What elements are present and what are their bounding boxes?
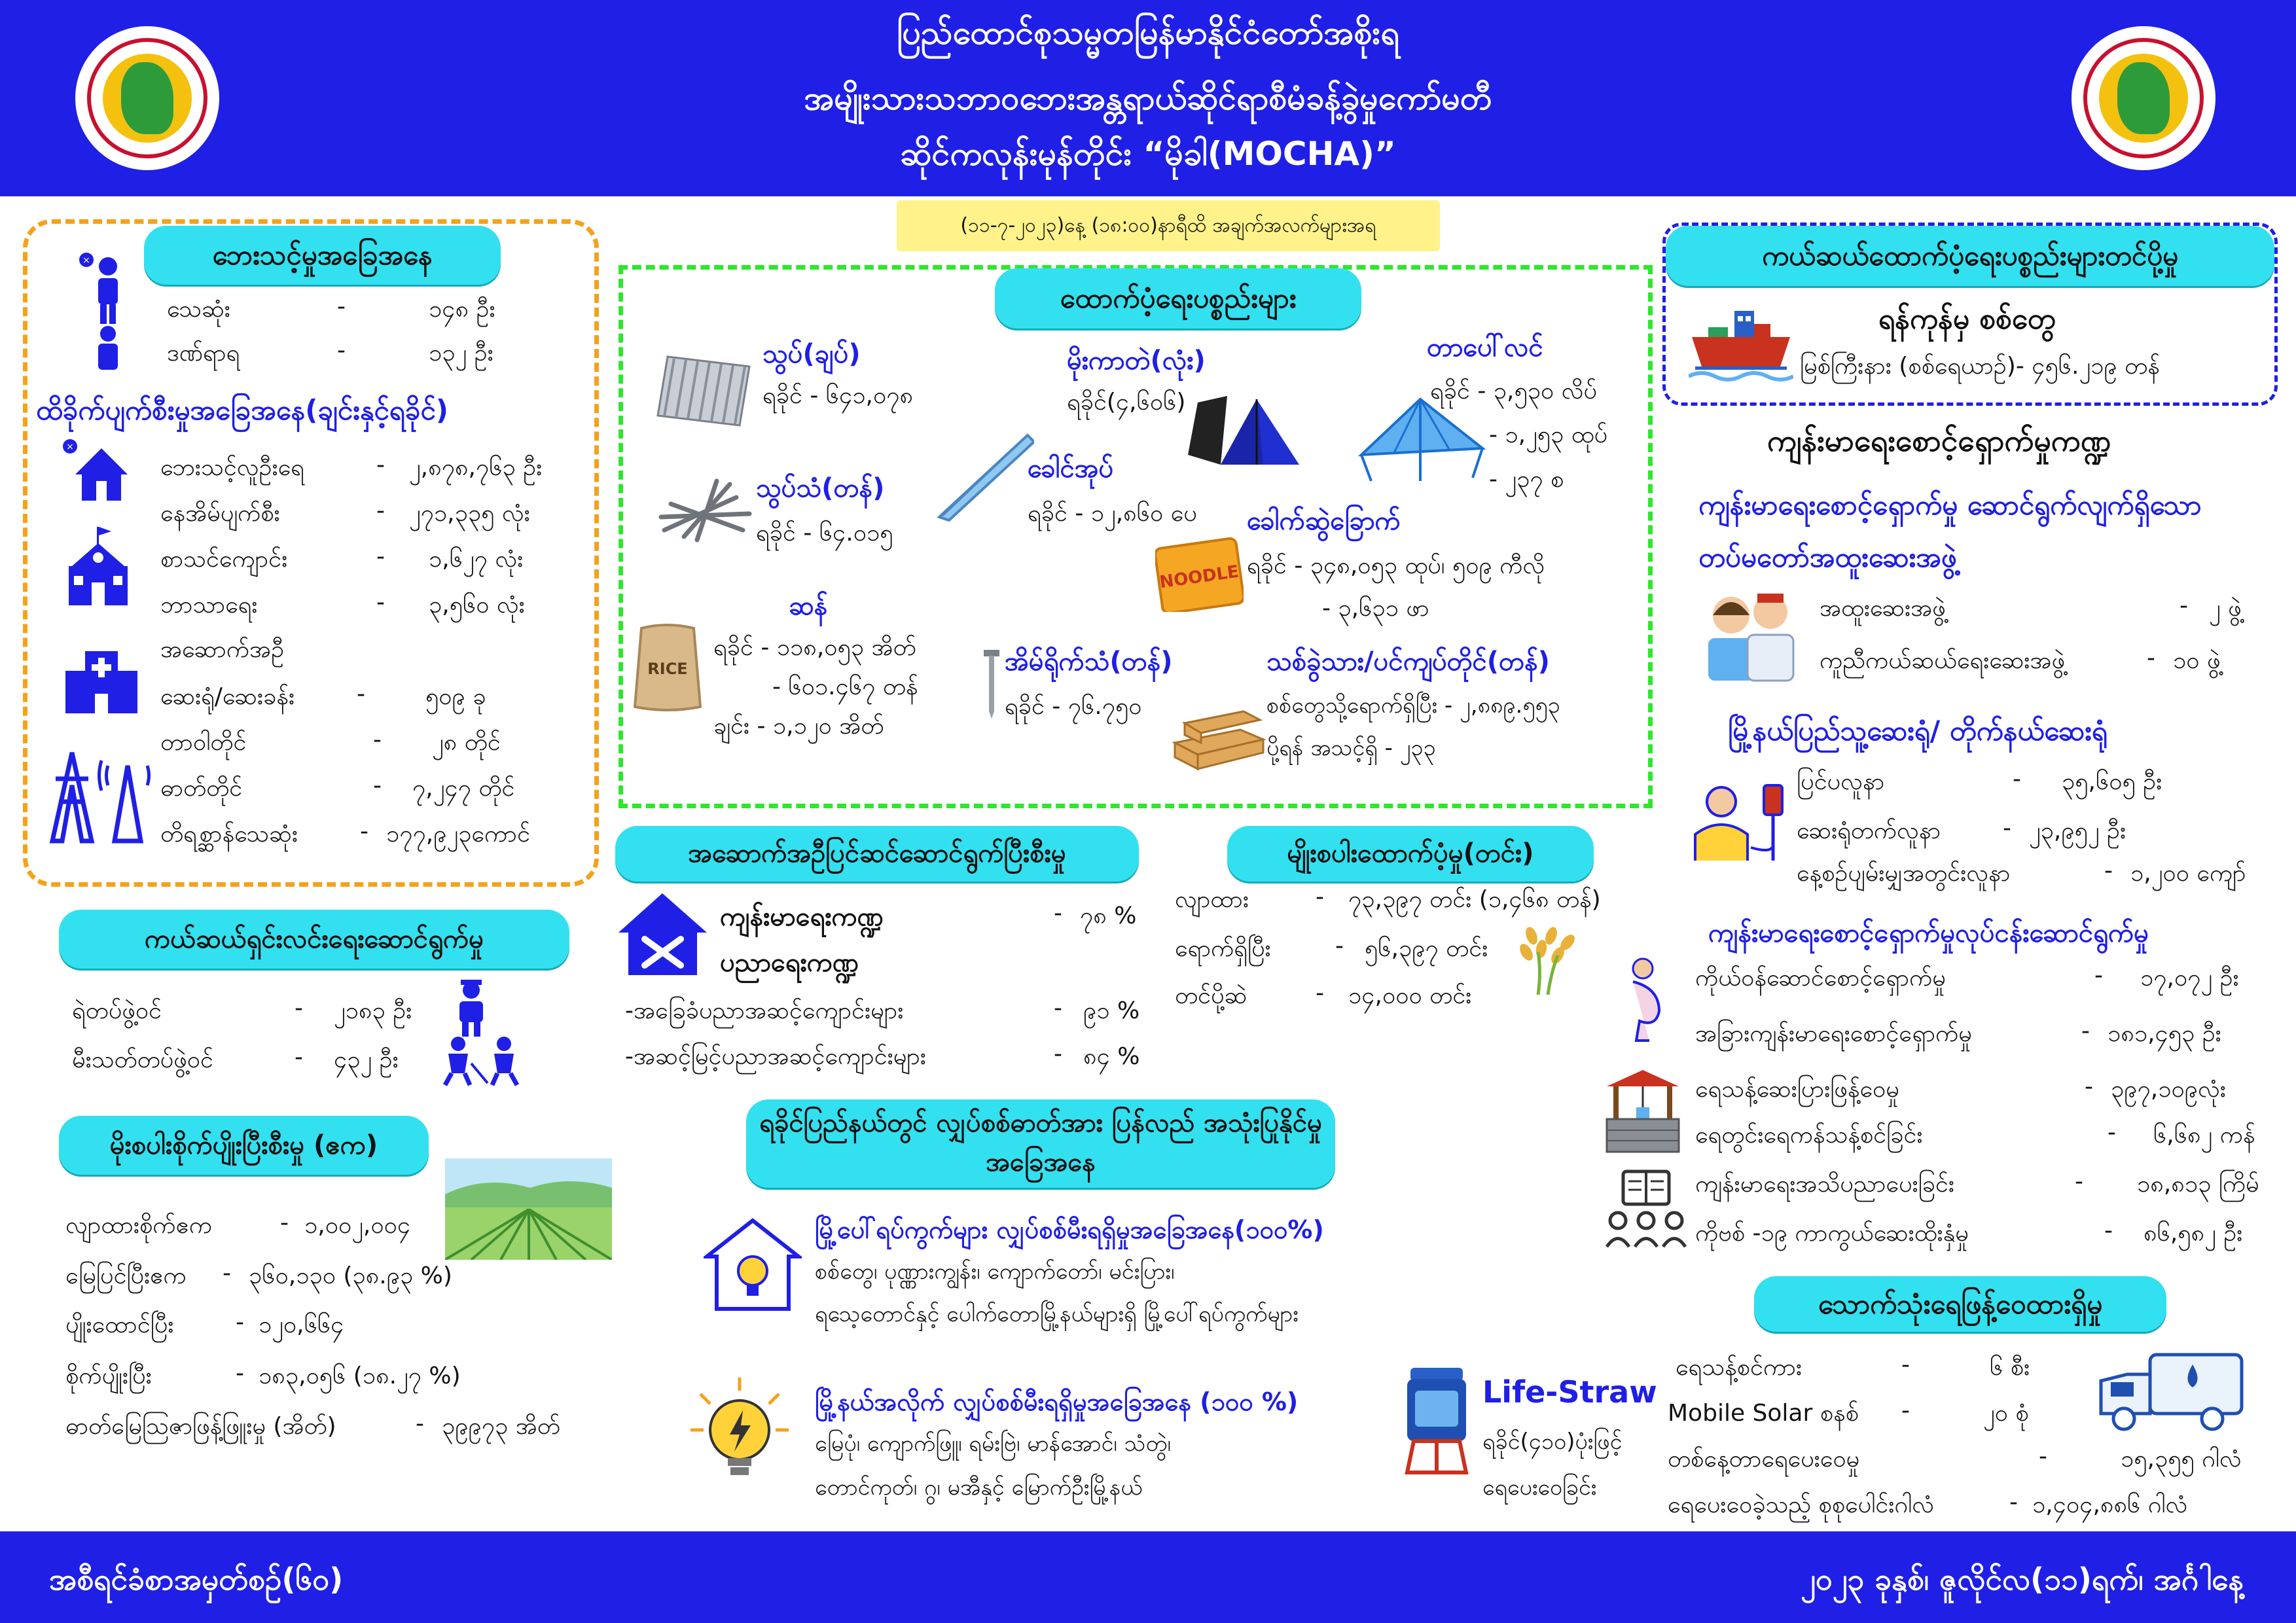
health-rows3-label-0: ကိုယ်ဝန်ဆောင်စောင့်ရှောက်မှု bbox=[1695, 965, 1946, 991]
water-label-3: ရေပေးဝေခဲ့သည့် စုစုပေါင်းဂါလံ bbox=[1668, 1491, 1934, 1518]
rescue-sub: ရန်ကုန်မှ စစ်တွေ bbox=[1878, 302, 2056, 336]
water-value-0: ၆ စီး bbox=[1990, 1354, 2030, 1381]
clean-label-0: ရဲတပ်ဖွဲ့ဝင် bbox=[72, 997, 162, 1024]
farm-dash-3: - bbox=[236, 1360, 244, 1387]
supplies-title: ထောက်ပံ့ရေးပစ္စည်းများ bbox=[995, 268, 1361, 329]
lifestraw-title: Life-Straw bbox=[1482, 1374, 1657, 1410]
health-sub-3: မြို့နယ်ပြည်သူ့ဆေးရုံ/ တိုက်နယ်ဆေးရုံ bbox=[1728, 715, 2108, 747]
health-rows1-label-1: ကူညီကယ်ဆယ်ရေးဆေးအဖွဲ့ bbox=[1820, 647, 2066, 674]
health-rows2-label-1: ဆေးရုံတက်လူနာ bbox=[1797, 817, 1941, 844]
tools-house-icon bbox=[615, 890, 710, 978]
power-title: ရခိုင်ပြည်နယ်တွင် လျှပ်စစ်ဓာတ်အား ပြန်လည် အသုံးပြုနိုင်မှုအခြေအနေ bbox=[746, 1099, 1335, 1188]
farm-label-3: စိုက်ပျိုးပြီး bbox=[65, 1363, 152, 1389]
footer-bar bbox=[0, 1531, 2296, 1623]
health-rows2-label-2: နေ့စဉ်ပျမ်းမျှအတွင်းလူနာ bbox=[1797, 860, 2011, 887]
health-rows1-dash-0: - bbox=[2179, 592, 2188, 619]
farm-dash-0: - bbox=[280, 1209, 289, 1236]
rice-line-3: ချင်း - ၁,၁၂၀ အိတ် bbox=[713, 713, 884, 740]
farm-value-0: ၁,၀၀၂,၀၀၄ bbox=[304, 1212, 411, 1239]
health-rows3-value-4: ၁၈,၈၁၃ ကြိမ် bbox=[2137, 1171, 2259, 1198]
damage-label-4: အဆောက်အဦ bbox=[160, 636, 285, 663]
svg-text:×: × bbox=[66, 442, 74, 452]
timber-title: သစ်ခွဲသား/ပင်ကျပ်တိုင်(တန်) bbox=[1266, 647, 1550, 677]
damage-label-1: နေအိမ်ပျက်စီး bbox=[160, 500, 280, 527]
damage-dash-2: - bbox=[376, 543, 385, 570]
buildings-dash-2: - bbox=[1054, 995, 1062, 1022]
damage-value-1: ၂၇၁,၃၃၅ လုံး bbox=[409, 500, 530, 527]
damage-label-8: တိရစ္ဆာန်သေဆုံး bbox=[160, 821, 298, 847]
rafter-icon bbox=[936, 432, 1034, 524]
tarp-icon bbox=[1358, 393, 1486, 484]
clean-dash-0: - bbox=[295, 995, 303, 1022]
damage-value-7: ၇,၂၄၇ တိုင် bbox=[412, 775, 515, 802]
health-rows2-value-2: ၁,၂၀၀ ကျော် bbox=[2130, 860, 2246, 887]
damage-label-3: ဘာသာရေး bbox=[160, 592, 258, 618]
water-dash-0: - bbox=[1901, 1351, 1910, 1378]
tarp-line-3: - ၂၃၇ စ bbox=[1489, 466, 1564, 493]
farm-title: မိုးစပါးစိုက်ပျိုးပြီးစီးမှု (ဧက) bbox=[59, 1116, 429, 1175]
education-icon bbox=[1604, 1165, 1689, 1250]
health-sub-1: ကျန်းမာရေးစောင့်ရှောက်မှု ဆောင်ရွက်လျက်ရှိသော bbox=[1698, 489, 2202, 521]
buildings-title: အဆောက်အဦပြင်ဆင်ဆောင်ရွက်ပြီးစီးမှု bbox=[615, 826, 1139, 882]
health-rows3-value-0: ၁၇,၀၇၂ ဦး bbox=[2140, 965, 2239, 991]
farm-value-4: ၃၉၉၇၃ အိတ် bbox=[442, 1413, 560, 1440]
rice-bag-icon bbox=[632, 622, 704, 713]
damage-label-7: ဓာတ်တိုင် bbox=[160, 775, 243, 802]
zinc-title: သွပ်(ချပ်) bbox=[762, 339, 861, 369]
header-banner bbox=[0, 0, 2296, 196]
damage-value-2: ၁,၆၂၇ လုံး bbox=[429, 546, 524, 573]
header-line-3: ဆိုင်ကလုန်းမုန်တိုင်း “မိုခါ(MOCHA)” bbox=[900, 135, 1396, 173]
farm-value-3: ၁၈၃,၀၅၆ (၁၈.၂၇ %) bbox=[259, 1363, 461, 1389]
damage-dash-7: - bbox=[373, 772, 382, 799]
seed-dash-0: - bbox=[1316, 883, 1324, 910]
clean-dash-1: - bbox=[295, 1044, 303, 1071]
damage-label-2: စာသင်ကျောင်း bbox=[160, 546, 288, 573]
seed-value-0: ၇၃,၃၉၇ တင်း (၁,၄၆၈ တန်) bbox=[1348, 886, 1601, 913]
farm-label-0: လျာထားစိုက်ဧက bbox=[65, 1212, 212, 1239]
noodle-icon bbox=[1155, 537, 1244, 612]
farm-value-2: ၁၂၀,၆၆၄ bbox=[259, 1311, 344, 1338]
health-rows1-label-0: အထူးဆေးအဖွဲ့ bbox=[1820, 595, 1946, 622]
ship-icon bbox=[1689, 304, 1793, 383]
health-rows3-dash-2: - bbox=[2085, 1073, 2093, 1100]
clean-label-1: မီးသတ်တပ်ဖွဲ့ဝင် bbox=[72, 1046, 213, 1073]
hospital-icon bbox=[62, 645, 141, 717]
power-b-line-2: တောင်ကုတ်၊ ဂွ၊ မအီနှင့် မြောက်ဦးမြို့နယ် bbox=[815, 1474, 1143, 1501]
farm-dash-4: - bbox=[416, 1410, 424, 1437]
buildings-dash-3: - bbox=[1054, 1041, 1062, 1067]
pregnant-icon bbox=[1613, 955, 1679, 1044]
report-date: ၂၀၂၃ ခုနှစ်၊ ဇူလိုင်လ(၁၁)ရက်၊ အင်္ဂါနေ့ bbox=[1801, 1561, 2244, 1597]
seed-title: မျိုးစပါးထောက်ပံ့မှု(တင်း) bbox=[1227, 826, 1594, 882]
health-rows1-dash-1: - bbox=[2147, 645, 2155, 671]
date-tag: (၁၁-၇-၂၀၂၃)နေ့ (၁၈:၀၀)နာရီထိ အချက်အလက်များအရ bbox=[897, 200, 1440, 251]
health-rows3-dash-3: - bbox=[2108, 1119, 2116, 1146]
doctors-icon bbox=[1702, 586, 1800, 684]
clean-value-1: ၄၃၂ ဦး bbox=[334, 1046, 399, 1073]
iron-nail-icon bbox=[982, 648, 1001, 720]
noodle-line-2: - ၃,၆၃၁ ဖာ bbox=[1322, 595, 1429, 622]
nail-line: ရခိုင် - ၆၄.၀၁၅ bbox=[756, 520, 893, 546]
svg-text:NOODLE: NOODLE bbox=[1158, 562, 1240, 593]
seed-label-1: ရောက်ရှိပြီး bbox=[1175, 935, 1271, 962]
damage-value-6: ၂၈ တိုင် bbox=[432, 729, 501, 756]
evac-value-0: ၁၄၈ ဦး bbox=[429, 296, 495, 323]
damage-dash-1: - bbox=[376, 497, 385, 524]
damage-title: ထိခိုက်ပျက်စီးမှုအခြေအနေ(ချင်းနှင့်ရခိုင်) bbox=[36, 394, 448, 426]
health-sub-2: တပ်မတော်အထူးဆေးအဖွဲ့ bbox=[1698, 541, 1957, 573]
buildings-value-0: ၇၈ % bbox=[1080, 902, 1137, 929]
rafter-title: ခေါင်အုပ် bbox=[1028, 454, 1114, 484]
health-rows3-dash-0: - bbox=[2094, 962, 2103, 989]
farm-label-4: ဓာတ်မြေဩဇာဖြန့်ဖြူးမှု (အိတ်) bbox=[65, 1413, 336, 1440]
patient-icon bbox=[1685, 779, 1790, 864]
seed-label-0: လျာထား bbox=[1175, 886, 1249, 913]
health-rows2-value-0: ၃၅,၆၀၅ ဦး bbox=[2062, 768, 2162, 795]
seed-value-2: ၁၄,၀၀၀ တင်း bbox=[1348, 982, 1472, 1009]
farm-label-1: မြေပြင်ပြီးဧက bbox=[65, 1262, 187, 1289]
svg-text:RICE: RICE bbox=[647, 660, 688, 678]
water-label-0: ရေသန့်စင်ကား bbox=[1676, 1354, 1803, 1381]
health-rows3-label-5: ကိုဗစ် -၁၉ ကာကွယ်ဆေးထိုးနှံမှု bbox=[1695, 1220, 1969, 1247]
health-sub-4: ကျန်းမာရေးစောင့်ရှောက်မှုလုပ်ငန်းဆောင်ရွက်မှု bbox=[1708, 918, 2149, 948]
svg-text:×: × bbox=[82, 255, 90, 266]
damage-dash-6: - bbox=[373, 726, 382, 753]
noodle-line-1: ရခိုင် - ၃၄၈,၀၅၃ ထုပ်၊ ၅၀၉ ကီလို bbox=[1247, 552, 1545, 579]
bulb-icon bbox=[687, 1374, 792, 1486]
evac-value-1: ၁၃၂ ဦး bbox=[429, 340, 493, 366]
nail-title: သွပ်သံ(တန်) bbox=[756, 473, 885, 503]
power-a-title: မြို့ပေါ်ရပ်ကွက်များ လျှပ်စစ်မီးရရှိမှုအခြေအနေ(၁၀၀%) bbox=[815, 1215, 1324, 1244]
seed-value-1: ၅၆,၃၉၇ တင်း bbox=[1365, 935, 1488, 962]
tent-icon bbox=[1185, 393, 1302, 468]
header-line-1: ပြည်ထောင်စုသမ္မတမြန်မာနိုင်ငံတော်အစိုးရ bbox=[897, 14, 1399, 52]
person-injured-icon bbox=[79, 252, 124, 370]
water-dash-1: - bbox=[1901, 1397, 1910, 1424]
water-dash-3: - bbox=[2009, 1489, 2018, 1516]
zinc-sheet-icon bbox=[655, 353, 753, 429]
farm-value-1: ၃၆၀,၁၃၀ (၃၈.၉၃ %) bbox=[249, 1262, 452, 1289]
tower-icon bbox=[46, 746, 151, 844]
timber-line-2: ပို့ရန် အသင့်ရှိ - ၂၃၃ bbox=[1266, 735, 1436, 761]
rice-line-1: ရခိုင် - ၁၁၈,၀၅၃ အိတ် bbox=[713, 634, 916, 661]
evac-label-0: သေဆုံး bbox=[167, 296, 230, 323]
evac-dash-0: - bbox=[337, 293, 346, 320]
lifestraw-icon bbox=[1401, 1364, 1473, 1476]
buildings-label-2: -အခြေခံပညာအဆင့်ကျောင်းများ bbox=[625, 997, 904, 1024]
health-rows3-label-2: ရေသန့်ဆေးပြားဖြန့်ဝေမှု bbox=[1695, 1076, 1899, 1103]
damage-value-3: ၃,၅၆၀ လုံး bbox=[429, 592, 525, 618]
farm-dash-2: - bbox=[236, 1309, 244, 1336]
health-rows3-dash-1: - bbox=[2081, 1018, 2090, 1044]
lifestraw-line-2: ရေပေးဝေခြင်း bbox=[1482, 1474, 1597, 1501]
buildings-label-1: ပညာရေးကဏ္ဍ bbox=[720, 948, 859, 978]
health-rows2-dash-0: - bbox=[2013, 766, 2021, 793]
seed-dash-2: - bbox=[1316, 980, 1324, 1007]
power-a-line-2: ရသေ့တောင်နှင့် ပေါက်တောမြို့နယ်များရှိ မြို့ပေါ်ရပ်ကွက်များ bbox=[815, 1301, 1299, 1327]
water-label-2: တစ်နေ့တာရေပေးဝေမှု bbox=[1668, 1446, 1860, 1472]
clean-value-0: ၂၁၈၃ ဦး bbox=[334, 997, 412, 1024]
clean-title: ကယ်ဆယ်ရှင်းလင်းရေးဆောင်ရွက်မှု bbox=[59, 910, 569, 969]
health-rows2-value-1: ၂၃,၉၅၂ ဦး bbox=[2029, 817, 2126, 844]
health-rows2-label-0: ပြင်ပလူနာ bbox=[1797, 768, 1885, 795]
damage-value-0: ၂,၈၇၈,၇၆၃ ဦး bbox=[409, 454, 543, 481]
timber-icon bbox=[1168, 704, 1266, 779]
water-truck-icon bbox=[2094, 1348, 2245, 1433]
health-rows3-dash-5: - bbox=[2104, 1217, 2113, 1244]
rescue-title: ကယ်ဆယ်ထောက်ပံ့ရေးပစ္စည်းများတင်ပို့မှု bbox=[1666, 226, 2274, 286]
health-rows3-value-3: ၆,၆၈၂ ကန် bbox=[2153, 1122, 2255, 1149]
health-rows2-dash-1: - bbox=[2003, 815, 2011, 842]
tarp-title: တာပေါ်လင် bbox=[1427, 332, 1543, 363]
net-title: မိုးကာတဲ(လုံး) bbox=[1067, 346, 1206, 376]
water-dash-2: - bbox=[2039, 1443, 2047, 1470]
header-line-2: အမျိုးသားသဘာဝဘေးအန္တရာယ်ဆိုင်ရာစီမံခန့်ခွဲမှုကော်မတီ bbox=[804, 79, 1492, 117]
nail-icon bbox=[658, 478, 756, 543]
health-rows3-value-1: ၁၈၁,၄၅၃ ဦး bbox=[2108, 1020, 2221, 1047]
health-rows3-dash-4: - bbox=[2075, 1168, 2083, 1195]
health-rows1-value-1: ၁၀ ဖွဲ့ bbox=[2173, 647, 2221, 674]
farm-dash-1: - bbox=[223, 1260, 231, 1287]
water-value-2: ၁၅,၃၅၅ ဂါလံ bbox=[2121, 1446, 2242, 1472]
rescue-line: မြစ်ကြီးနား (စစ်ရေယာဉ်)- ၄၅၆.၂၁၉ တန် bbox=[1800, 353, 2160, 380]
buildings-label-3: -အဆင့်မြင့်ပညာအဆင့်ကျောင်းများ bbox=[625, 1043, 926, 1070]
damage-dash-8: - bbox=[360, 818, 368, 845]
rice-line-2: - ၆၀၁.၄၆၇ တန် bbox=[772, 673, 918, 700]
damage-value-8: ၁၇၇,၉၂၃ကောင် bbox=[386, 821, 530, 847]
damage-dash-0: - bbox=[376, 452, 385, 478]
zinc-line: ရခိုင် - ၆၄၁,၀၇၈ bbox=[762, 382, 914, 409]
health-rows1-value-0: ၂ ဖွဲ့ bbox=[2209, 595, 2242, 622]
health-title: ကျန်းမာရေးစောင့်ရှောက်မှုကဏ္ဍ bbox=[1767, 423, 2111, 458]
house-icon bbox=[62, 438, 134, 504]
buildings-value-3: ၈၄ % bbox=[1083, 1043, 1140, 1070]
seed-label-2: တင်ပို့ဆဲ bbox=[1175, 982, 1247, 1009]
tarp-line-2: - ၁,၂၅၃ ထုပ် bbox=[1489, 421, 1608, 448]
health-rows3-value-5: ၈၆,၅၈၂ ဦး bbox=[2144, 1220, 2243, 1247]
power-b-line-1: မြေပုံ၊ ကျောက်ဖြူ၊ ရမ်းဗြဲ၊ မာန်အောင်၊ သံတွဲ၊ bbox=[815, 1431, 1171, 1457]
health-rows3-label-3: ရေတွင်းရေကန်သန့်စင်ခြင်း bbox=[1695, 1122, 1923, 1149]
health-rows2-dash-2: - bbox=[2104, 857, 2113, 884]
water-label-1: Mobile Solar စနစ် bbox=[1668, 1400, 1859, 1427]
damage-label-5: ဆေးရုံ/ဆေးခန်း bbox=[160, 683, 295, 710]
buildings-dash-0: - bbox=[1054, 900, 1062, 927]
damage-dash-3: - bbox=[376, 589, 385, 616]
damage-label-0: ဘေးသင့်လူဦးရေ bbox=[160, 454, 304, 481]
buildings-label-0: ကျန်းမာရေးကဏ္ဍ bbox=[720, 902, 884, 932]
field-image bbox=[445, 1158, 612, 1260]
damage-dash-5: - bbox=[357, 681, 365, 707]
farm-label-2: ပျိုးထောင်ပြီး bbox=[65, 1311, 174, 1338]
damage-label-6: တာဝါတိုင် bbox=[160, 729, 247, 756]
firefighter-icon bbox=[439, 1034, 530, 1086]
timber-line-1: စစ်တွေသို့ရောက်ရှိပြီး - ၂,၈၈၉.၅၅၃ bbox=[1266, 692, 1560, 719]
iron-line: ရခိုင် - ၇၆.၇၅၀ bbox=[1005, 693, 1142, 720]
lifestraw-line-1: ရခိုင်(၄၁၀)ပုံးဖြင့် bbox=[1482, 1429, 1623, 1455]
net-line: ရခိုင်(၄,၆၀၆) bbox=[1067, 389, 1186, 416]
iron-title: အိမ်ရိုက်သံ(တန်) bbox=[1005, 647, 1173, 677]
water-value-1: ၂၀ စုံ bbox=[1983, 1400, 2029, 1427]
evac-dash-1: - bbox=[337, 337, 346, 364]
evac-label-1: ဒဏ်ရာရ bbox=[167, 340, 240, 366]
evac-title: ဘေးသင့်မှုအခြေအနေ bbox=[144, 226, 501, 285]
noodle-title: ခေါက်ဆွဲခြောက် bbox=[1247, 506, 1401, 536]
water-title: သောက်သုံးရေဖြန့်ဝေထားရှိမှု bbox=[1754, 1276, 2166, 1332]
well-icon bbox=[1604, 1067, 1682, 1155]
power-b-title: မြို့နယ်အလိုက် လျှပ်စစ်မီးရရှိမှုအခြေအနေ (၁၀၀ %) bbox=[815, 1387, 1299, 1416]
report-number: အစီရင်ခံစာအမှတ်စဉ်(၆၀) bbox=[49, 1561, 344, 1597]
water-value-3: ၁,၄၀၄,၈၈၆ ဂါလံ bbox=[2032, 1491, 2188, 1518]
power-a-line-1: စစ်တွေ၊ ပုဏ္ဏားကျွန်း၊ ကျောက်တော်၊ မင်းပြား၊ bbox=[815, 1258, 1175, 1285]
damage-value-5: ၅၀၉ ခု bbox=[425, 683, 486, 710]
health-rows3-label-4: ကျန်းမာရေးအသိပညာပေးခြင်း bbox=[1695, 1171, 1955, 1198]
seed-dash-1: - bbox=[1335, 933, 1344, 959]
rafter-line: ရခိုင် - ၁၂,၈၆၀ ပေ bbox=[1028, 500, 1197, 527]
health-rows3-label-1: အခြားကျန်းမာရေးစောင့်ရှောက်မှု bbox=[1695, 1020, 1972, 1047]
health-rows3-value-2: ၃၉၇,၁၀၉လုံး bbox=[2111, 1076, 2226, 1103]
rice-title: ဆန် bbox=[789, 591, 828, 621]
bulb-house-icon bbox=[704, 1217, 802, 1312]
tarp-line-1: ရခိုင် - ၃,၅၃၀ လိပ် bbox=[1430, 378, 1597, 404]
school-icon bbox=[62, 524, 134, 609]
wheat-icon bbox=[1512, 919, 1581, 998]
police-icon bbox=[445, 978, 497, 1037]
buildings-value-2: ၉၁ % bbox=[1083, 997, 1140, 1024]
